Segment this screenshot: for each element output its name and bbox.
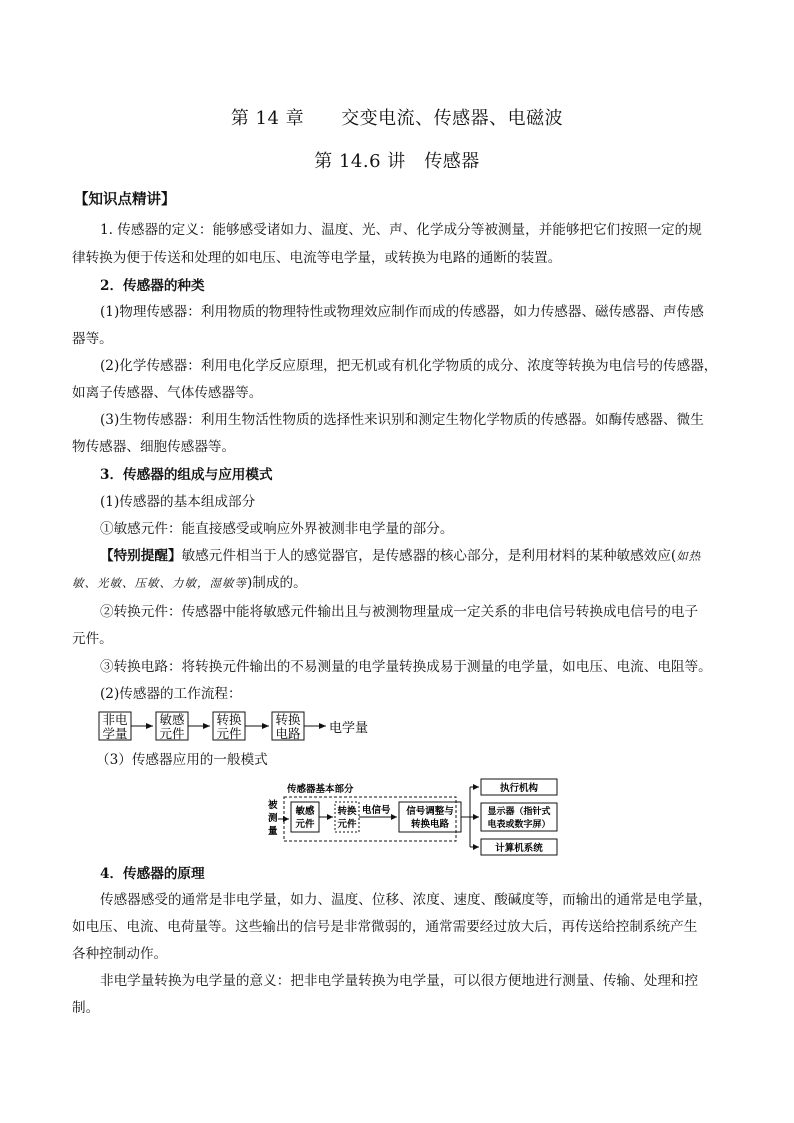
svg-text:敏感: 敏感	[159, 712, 185, 727]
svg-text:执行机构: 执行机构	[499, 783, 539, 794]
principle-line-3: 各种控制动作。	[72, 946, 168, 962]
svg-text:敏感: 敏感	[295, 806, 315, 817]
tip-label: 【特别提醒】	[100, 548, 182, 564]
heading-types: 2．传感器的种类	[100, 278, 205, 294]
mode-box-sensitive	[291, 802, 319, 832]
svg-text:转换: 转换	[275, 712, 301, 727]
chapter-title: 第 14 章 交变电流、传感器、电磁波	[230, 108, 564, 129]
mode-heading: （3）传感器应用的一般模式	[96, 752, 268, 768]
workflow-diagram	[95, 708, 395, 746]
svg-text:测: 测	[268, 813, 278, 824]
svg-text:信号调整与: 信号调整与	[406, 806, 454, 817]
workflow-heading: (2)传感器的工作流程：	[100, 686, 242, 702]
tip-end: )制成的。	[247, 575, 307, 591]
mode-output-display	[481, 803, 557, 831]
mode-input	[268, 799, 278, 837]
principle-line-4: 非电学量转换为电学量的意义：把非电学量转换为电学量，可以很方便地进行测量、传输、处理和控	[100, 973, 699, 989]
svg-text:电表或数字屏）: 电表或数字屏）	[487, 820, 551, 830]
principle-line-1: 传感器感受的通常是非电学量，如力、温度、位移、浓度、速度、酸碱度等，而输出的通常是电学量，	[100, 892, 712, 908]
flow-box-sensitive	[156, 712, 188, 741]
svg-text:元件: 元件	[216, 726, 242, 741]
svg-text:转换: 转换	[216, 712, 242, 727]
mode-output-actuator	[481, 779, 557, 795]
conversion-circuit: ③转换电路：将转换元件输出的不易测量的电学量转换成易于测量的电学量，如电压、电流、电阻等。	[100, 659, 712, 675]
mode-box-signal-circuit	[399, 802, 461, 832]
heading-composition: 3．传感器的组成与应用模式	[100, 467, 273, 483]
bio-sensor-line-1: (3)生物传感器：利用生物活性物质的选择性来识别和测定生物化学物质的传感器。如酶传感器、微生	[100, 412, 704, 428]
svg-text:元件: 元件	[337, 819, 357, 830]
svg-text:非电: 非电	[102, 712, 128, 727]
svg-text:被: 被	[268, 800, 278, 811]
section-header: 【知识点精讲】	[74, 191, 176, 208]
physical-sensor-line-2: 器等。	[72, 331, 113, 347]
tip-italic-2: 敏、光敏、压敏、力敏，湿敏等	[72, 576, 247, 590]
application-mode-diagram	[262, 777, 572, 859]
flow-output-label: 电学量	[329, 721, 369, 736]
definition-line-2: 律转换为便于传送和处理的如电压、电流等电学量，或转换为电路的通断的装置。	[72, 250, 562, 266]
mode-group-label: 传感器基本部分	[287, 784, 354, 795]
mode-signal-label: 电信号	[362, 805, 391, 816]
physical-sensor-line-1: (1)物理传感器：利用物质的物理特性或物理效应制作而成的传感器，如力传感器、磁传感器、声传感	[100, 304, 704, 320]
special-tip-line-1	[100, 546, 760, 566]
flow-box-conversion-circuit	[272, 712, 304, 741]
svg-text:元件: 元件	[295, 819, 315, 830]
mode-output-computer	[481, 839, 557, 855]
lecture-title: 第 14.6 讲 传感器	[314, 151, 480, 172]
principle-line-5: 制。	[72, 1000, 100, 1016]
svg-text:量: 量	[268, 826, 278, 837]
svg-text:计算机系统: 计算机系统	[495, 843, 543, 854]
conversion-element-line-2: 元件。	[72, 631, 113, 647]
principle-line-2: 如电压、电流、电荷量等。这些输出的信号是非常微弱的，通常需要经过放大后，再传送给控制系统产生	[72, 919, 698, 935]
svg-text:学量: 学量	[102, 726, 128, 741]
svg-text:显示器（指针式: 显示器（指针式	[487, 807, 551, 817]
svg-text:转换: 转换	[337, 806, 357, 817]
basic-components: (1)传感器的基本组成部分	[100, 494, 256, 510]
conversion-element-line-1: ②转换元件：传感器中能将敏感元件输出且与被测物理量成一定关系的非电信号转换成电信号的电子	[100, 604, 699, 620]
flow-box-nonelectric	[99, 712, 131, 741]
sensitive-element: ①敏感元件：能直接感受或响应外界被测非电学量的部分。	[100, 521, 454, 537]
mode-box-conversion	[335, 802, 359, 832]
chemical-sensor-line-1: (2)化学传感器：利用电化学反应原理，把无机或有机化学物质的成分、浓度等转换为电信号的传感器，	[100, 358, 718, 374]
special-tip-line-2	[72, 573, 732, 593]
definition-line-1: 1. 传感器的定义：能够感受诸如力、温度、光、声、化学成分等被测量，并能够把它们按照一定的规	[100, 222, 702, 238]
heading-principle: 4．传感器的原理	[100, 866, 205, 882]
chemical-sensor-line-2: 如离子传感器、气体传感器等。	[72, 385, 263, 401]
tip-text: 敏感元件相当于人的感觉器官，是传感器的核心部分，是利用材料的某种敏感效应(	[181, 548, 677, 564]
tip-italic-1: 如热	[676, 549, 702, 563]
svg-text:电路: 电路	[275, 726, 301, 741]
svg-text:转换电路: 转换电路	[410, 819, 450, 830]
bio-sensor-line-2: 物传感器、细胞传感器等。	[72, 439, 236, 455]
svg-text:元件: 元件	[159, 726, 185, 741]
flow-box-conversion-element	[213, 712, 245, 741]
